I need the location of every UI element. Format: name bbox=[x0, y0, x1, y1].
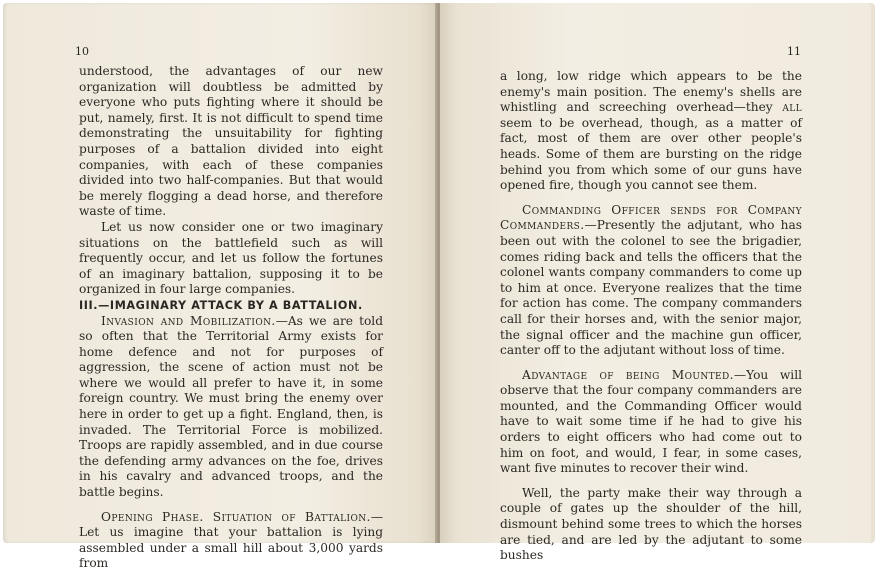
paragraph-title: Commanding Officer sends for Company Commanders. bbox=[500, 202, 802, 233]
right-page bbox=[440, 3, 871, 563]
paragraph-body: a long, low ridge which appears to be the enemy's main position. The enemy's shells are whistling and screeching overhead—they bbox=[500, 69, 802, 115]
left-page-text bbox=[79, 64, 383, 572]
paragraph-body: — Let us imagine that your battalion is lying assembled under a small hill about 3,000 yards from bbox=[79, 509, 383, 571]
paragraph: Well, the party make their way through a couple of gates up the shoulder of the hill, dismount behind some trees to which the horses are tied, and are led by the adjutant to some bushes bbox=[500, 485, 802, 563]
paragraph: understood, the advantages of our new organization will doubtless be admitted by everyone who puts fighting where it should be put, namely, first. It is not difficult to spend time demonstrating the unsuitability for fighting purposes of a battalion divided into eight companies, with each of these companies divided into two half-companies. But that would be merely flogging a dead horse, and therefore waste of time. bbox=[79, 64, 383, 219]
right-page-text bbox=[500, 69, 802, 564]
paragraph-body: —Presently the adjutant, who has been out with the colonel to see the brigadier, comes riding back and tells the officers that the colonel wants company commanders to come up to him at once. Everyone realizes that the time for action has come. The company commanders call for their horses and, with the senior major, the signal officer and the machine gun officer, canter off to the adjutant without loss of time. bbox=[500, 218, 802, 358]
emphasis: all bbox=[782, 100, 803, 115]
paragraph bbox=[500, 203, 802, 359]
paragraph-body: —You will observe that the four company commanders are mounted, and the Commanding Officer would have to wait some time if he had to give his orders to eight officers who had come out to him on foot, and would, I fear, in some cases, want five minutes to recover their wind. bbox=[500, 367, 802, 476]
page-number-right: 11 bbox=[787, 45, 801, 58]
paragraph-body: seem to be overhead, though, as a matter of fact, most of them are over other people's heads. Some of them are bursting on the ridge behind you from which some of our guns have opened fire, though you cannot see them. bbox=[500, 115, 802, 193]
section-heading: III.—IMAGINARY ATTACK BY A BATTALION. bbox=[79, 298, 363, 312]
paragraph bbox=[79, 314, 383, 501]
left-page bbox=[3, 3, 437, 571]
open-book bbox=[3, 3, 875, 571]
paragraph-title: Advantage of being Mounted. bbox=[522, 367, 734, 382]
paragraph-title: Invasion and Mobilization. bbox=[101, 313, 276, 328]
paragraph: Let us now consider one or two imaginary situations on the battlefield such as will frequently occur, and let us follow the fortunes of an imaginary battalion, supposing it to be organized in four large companies. bbox=[79, 219, 383, 297]
paragraph-title: Opening Phase. Situation of Battalion. bbox=[101, 509, 371, 524]
paragraph-body: —As we are told so often that the Territorial Army exists for home defence and not for purposes of aggression, the scene of action must not be where we would all prefer to have it, in some foreign country. We must bring the enemy over here in order to get up a fight. England, then, is invaded. The Territorial Force is mobilized. Troops are rapidly assembled, and in due course the defending army advances on the foe, drives in his cavalry and advanced troops, and the battle begins. bbox=[79, 313, 384, 500]
paragraph bbox=[500, 368, 802, 477]
paragraph bbox=[500, 69, 802, 194]
paragraph bbox=[79, 510, 383, 572]
page-number-left: 10 bbox=[75, 45, 89, 58]
